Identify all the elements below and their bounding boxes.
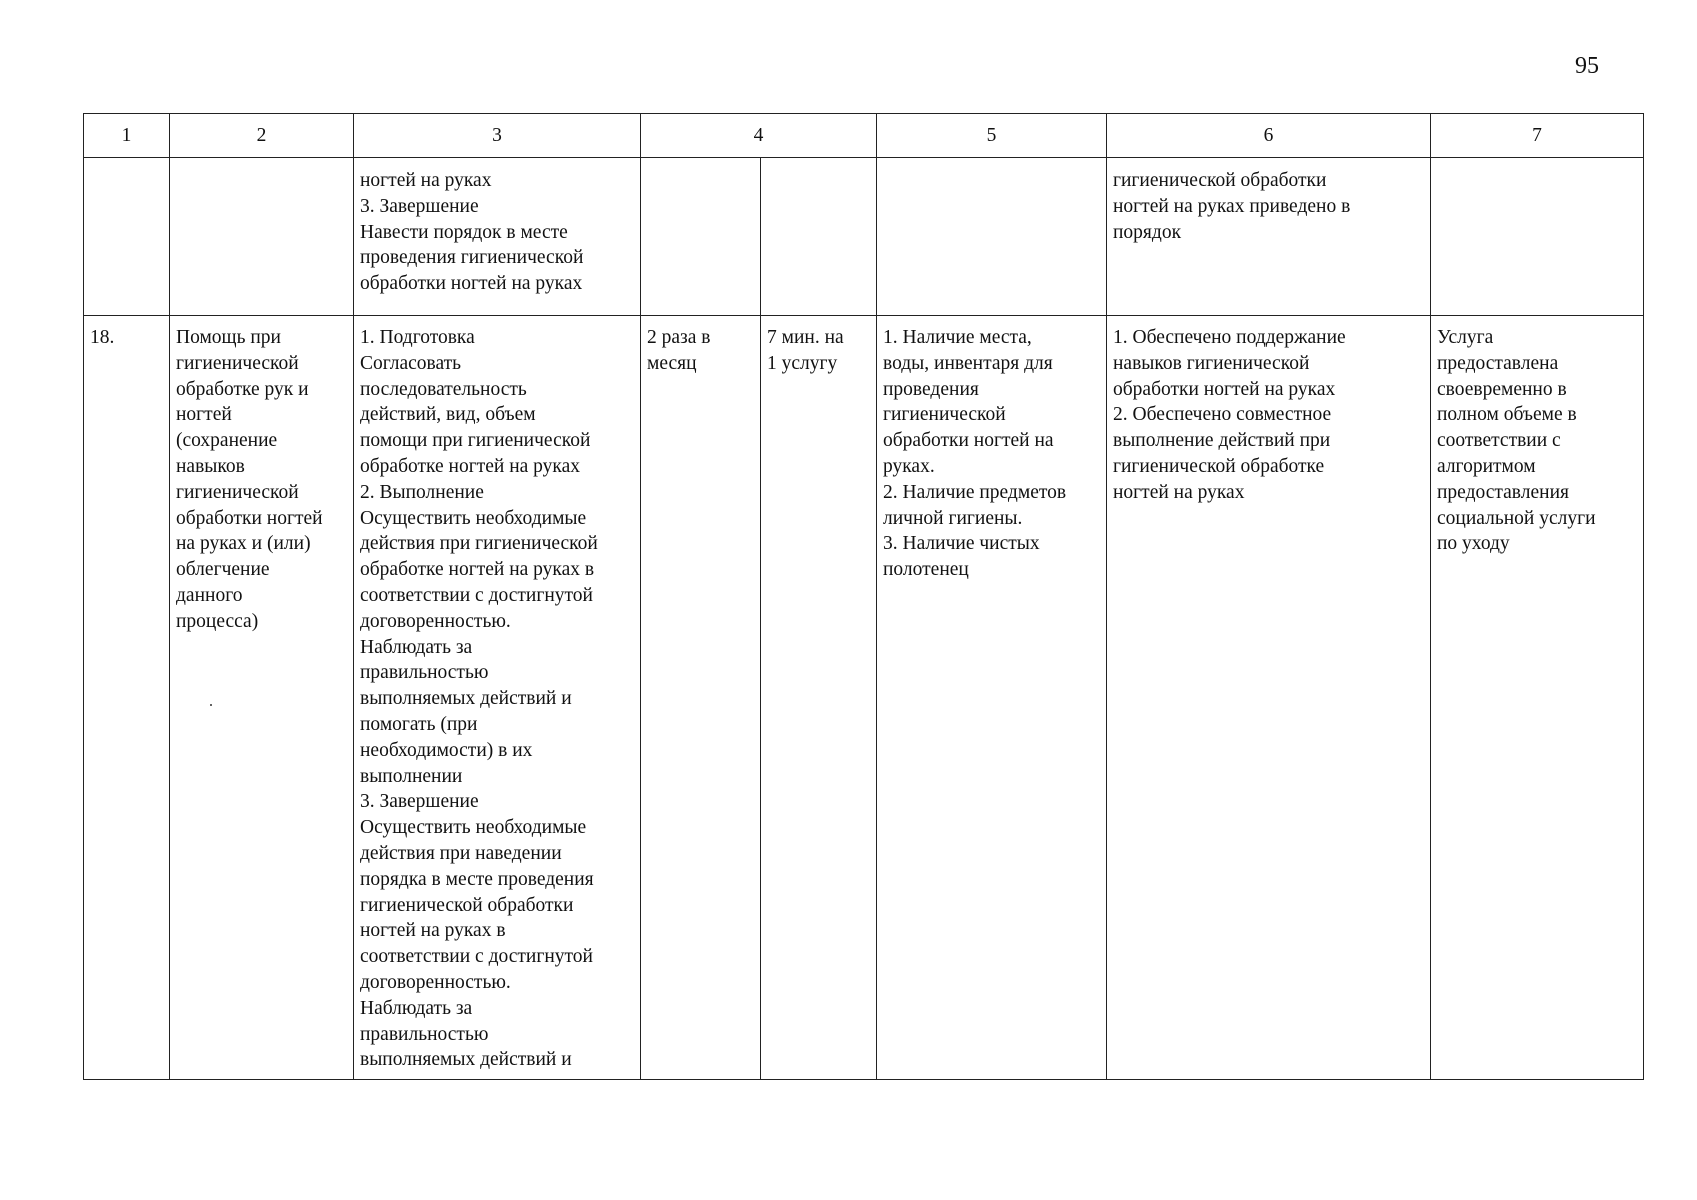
duration-cell: [761, 158, 877, 316]
evaluation-cell: [1431, 158, 1644, 316]
row-number-cell: [84, 158, 170, 316]
page-number: 95: [1575, 53, 1599, 79]
column-header-7: 7: [1431, 114, 1644, 158]
row-number-cell: 18.: [84, 316, 170, 1080]
frequency-cell: 2 раза в месяц: [641, 316, 761, 1080]
column-header-5: 5: [877, 114, 1107, 158]
services-table: [83, 113, 1644, 1080]
conditions-cell: 1. Наличие места, воды, инвентаря для проведения гигиенической обработки ногтей на руках. 2. Наличие предметов личной гигиены. 3. Наличие чистых полотенец: [877, 316, 1107, 1080]
service-name-cell: Помощь при гигиенической обработке рук и ногтей (сохранение навыков гигиенической обработки ногтей на руках и (или) облегчение данного процесса): [170, 316, 354, 1080]
table-row-continuation: [84, 158, 1644, 316]
scan-speck: [210, 704, 212, 706]
duration-cell: 7 мин. на 1 услугу: [761, 316, 877, 1080]
evaluation-cell: Услуга предоставлена своевременно в полном объеме в соответствии с алгоритмом предоставления социальной услуги по уходу: [1431, 316, 1644, 1080]
table-row-18: [84, 316, 1644, 1080]
column-header-6: 6: [1107, 114, 1431, 158]
table-header-row: [84, 114, 1644, 158]
procedure-cell: 1. Подготовка Согласовать последовательность действий, вид, объем помощи при гигиенической обработке ногтей на руках 2. Выполнение Осуществить необходимые действия при гигиенической обработке ногтей на руках в соответствии с достигнутой договоренностью. Наблюдать за правильностью выполняемых действий и помогать (при необходимости) в их выполнении 3. Завершение Осуществить необходимые действия при наведении порядка в месте проведения гигиенической обработки ногтей на руках в соответствии с достигнутой договоренностью. Наблюдать за правильностью выполняемых действий и: [354, 316, 641, 1080]
conditions-cell: [877, 158, 1107, 316]
result-cell: гигиенической обработки ногтей на руках приведено в порядок: [1107, 158, 1431, 316]
column-header-1: 1: [84, 114, 170, 158]
procedure-cell: ногтей на руках 3. Завершение Навести порядок в месте проведения гигиенической обработки ногтей на руках: [354, 158, 641, 316]
column-header-3: 3: [354, 114, 641, 158]
result-cell: 1. Обеспечено поддержание навыков гигиенической обработки ногтей на руках 2. Обеспечено совместное выполнение действий при гигиенической обработке ногтей на руках: [1107, 316, 1431, 1080]
service-name-cell: [170, 158, 354, 316]
column-header-2: 2: [170, 114, 354, 158]
column-header-4: 4: [641, 114, 877, 158]
frequency-cell: [641, 158, 761, 316]
